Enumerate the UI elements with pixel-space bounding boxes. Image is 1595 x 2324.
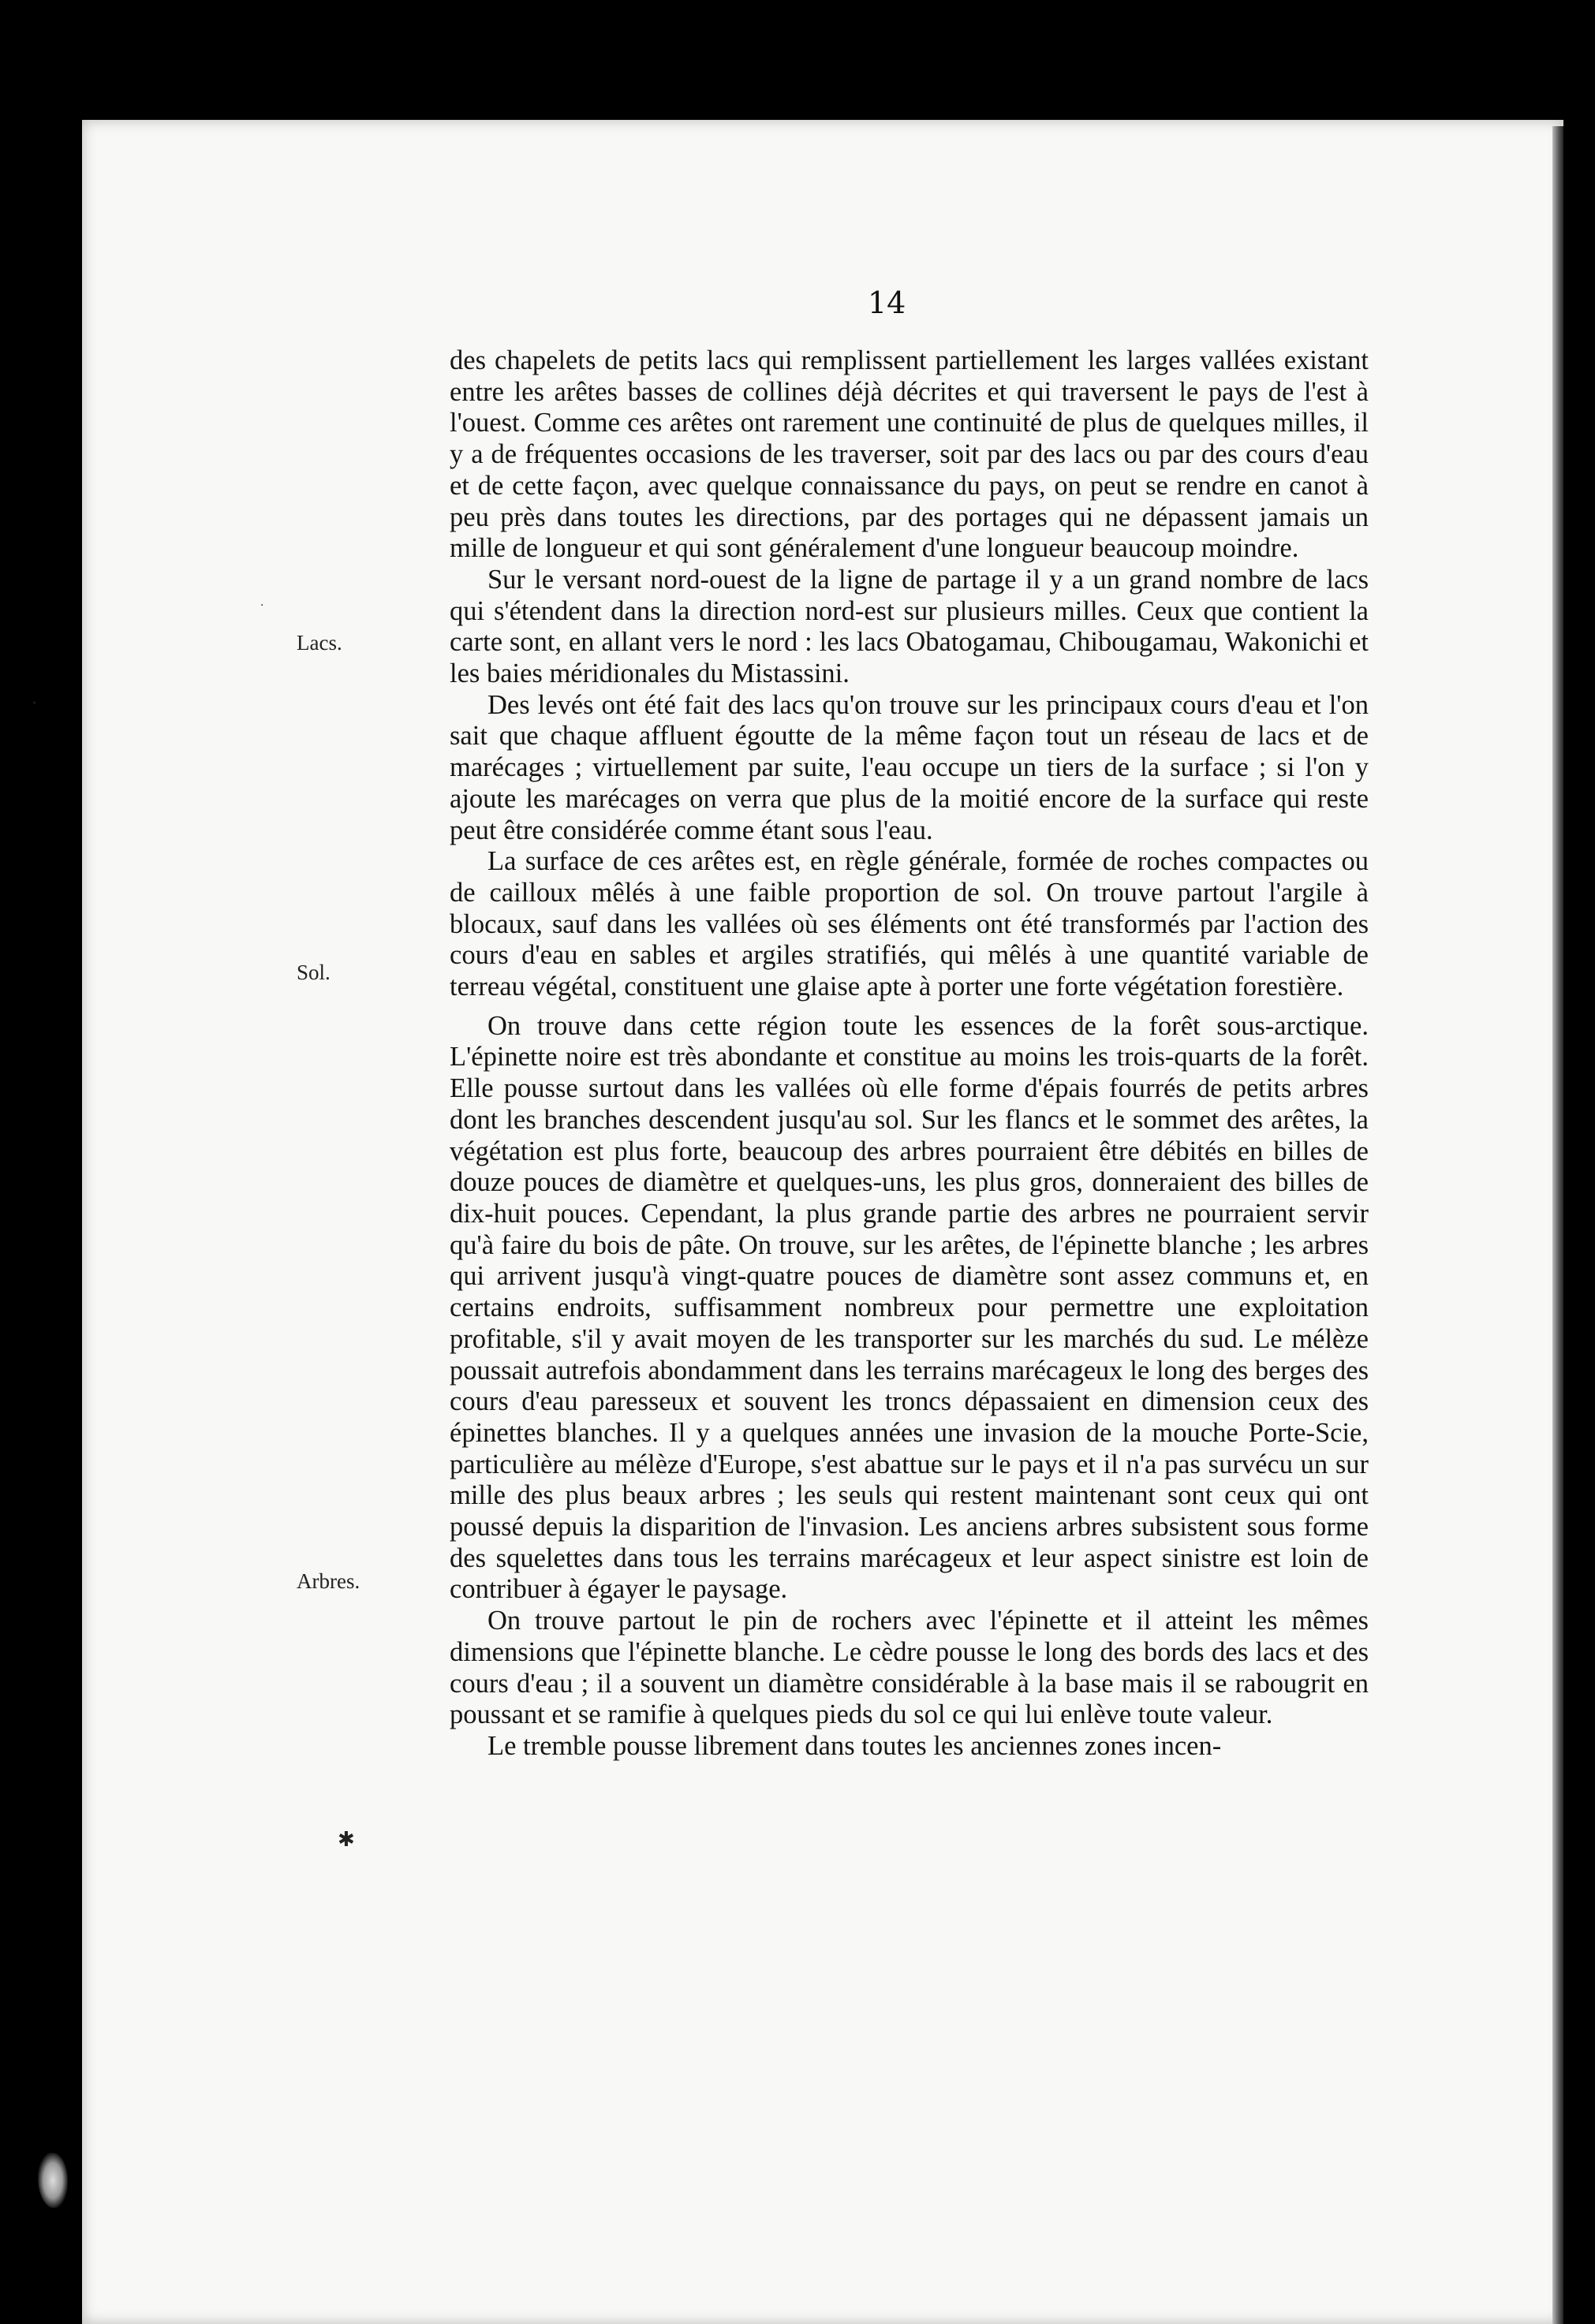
scan-speck-star: ✱ xyxy=(338,1828,355,1852)
margin-note-arbres: Arbres. xyxy=(297,1569,360,1593)
paragraph-rock-pine: On trouve partout le pin de rochers avec l'épinette et il atteint les mêmes dimensions que l'épinette blanche. Le cèdre pousse le long des bords des lacs et des cours d'eau ; il a souvent un diamètre considérable à la base mais il se rabougrit en poussant et se ramifie à quelques pieds du sol ce qui lui enlève toute valeur. xyxy=(450,1606,1369,1730)
paragraph-trees: On trouve dans cette région toute les essences de la forêt sous-arctique. L'épinette noire est très abondante et constitue au moins les trois-quarts de la forêt. Elle pousse surtout dans les vallées où elle forme d'épais fourrés de petits arbres dont les branches descendent jusqu'au sol. Sur les flancs et le sommet des arêtes, la végétation est plus forte, beaucoup des arbres pourraient être débités en billes de douze pouces de diamètre et quelques-uns, les plus gros, donneraient des billes de dix-huit pouces. Cependant, la plus grande partie des arbres ne pourraient servir qu'à faire du bois de pâte. On trouve, sur les arêtes, de l'épinette blanche ; les arbres qui arrivent jusqu'à vingt-quatre pouces de diamètre sont assez communs et, en certains endroits, suffisamment nombreux pour permettre une exploitation profitable, s'il y avait moyen de les transporter sur les marchés du sud. Le mélèze poussait autrefois abondamment dans les terrains marécageux le long des berges des cours d'eau paresseux et souvent les troncs dépassaient en dimension ceux des épinettes blanches. Il y a quelques années une invasion de la mouche Porte-Scie, particulière au mélèze d'Europe, s'est abattue sur le pays et il n'a pas survécu un sur mille des plus beaux arbres ; les seuls qui restent maintenant sont ceux qui ont poussé depuis la disparition de l'invasion. Les anciens arbres subsistent sous forme des squelettes dans tous les terrains marécageux et leur aspect sinistre est loin de contribuer à égayer le paysage. xyxy=(450,1010,1369,1605)
paragraph-aspen: Le tremble pousse librement dans toutes les anciennes zones incen- xyxy=(487,1730,1222,1761)
paragraph-soil: La surface de ces arêtes est, en règle générale, formée de roches compactes ou de cailloux mêlés à une faible proportion de sol. On trouve partout l'argile à blocaux, sauf dans les vallées où ses éléments ont été transformés par l'action des cours d'eau en sables et argiles stratifiés, qui mêlés à une quantité variable de terreau végétal, constituent une glaise apte à porter une forte végétation forestière. xyxy=(450,846,1369,1002)
book-spine-edge xyxy=(1552,126,1563,2324)
scan-speck: · xyxy=(32,694,37,714)
paragraph-lakes-continuation: des chapelets de petits lacs qui remplissent partiellement les larges vallées existant entre les arêtes basses de collines déjà décrites et qui traversent le pays de l'est à l'ouest. Comme ces arêtes ont rarement une continuité de plus de quelques milles, il y a de fréquentes occasions de les traverser, soit par des lacs ou par des cours d'eau et de cette façon, avec quelque connaissance du pays, on peut se rendre en canot à peu près dans toutes les directions, par des portages qui ne dépassent jamais un mille de longueur et qui sont généralement d'une longueur beaucoup moindre. xyxy=(450,345,1369,564)
margin-note-sol: Sol. xyxy=(297,961,331,984)
page-number: 14 xyxy=(868,285,906,320)
scan-artifact-stain xyxy=(38,2153,68,2208)
paragraph-lakes-northwest: Sur le versant nord-ouest de la ligne de partage il y a un grand nombre de lacs qui s'étendent dans la direction nord-est sur plusieurs milles. Ceux que contient la carte sont, en allant vers le nord : les lacs Obatogamau, Chibougamau, Wakonichi et les baies méridionales du Mistassini. xyxy=(450,564,1369,689)
body-text xyxy=(450,345,1369,1763)
paragraph-lake-surveys: Des levés ont été fait des lacs qu'on trouve sur les principaux cours d'eau et l'on sait que chaque affluent égoutte de la même façon tout un réseau de lacs et de marécages ; virtuellement par suite, l'eau occupe un tiers de la surface ; si l'on y ajoute les marécages on verra que plus de la moitié encore de la surface qui reste peut être considérée comme étant sous l'eau. xyxy=(450,689,1369,845)
margin-note-lacs: Lacs. xyxy=(297,631,342,655)
scan-speck: · xyxy=(260,599,264,612)
